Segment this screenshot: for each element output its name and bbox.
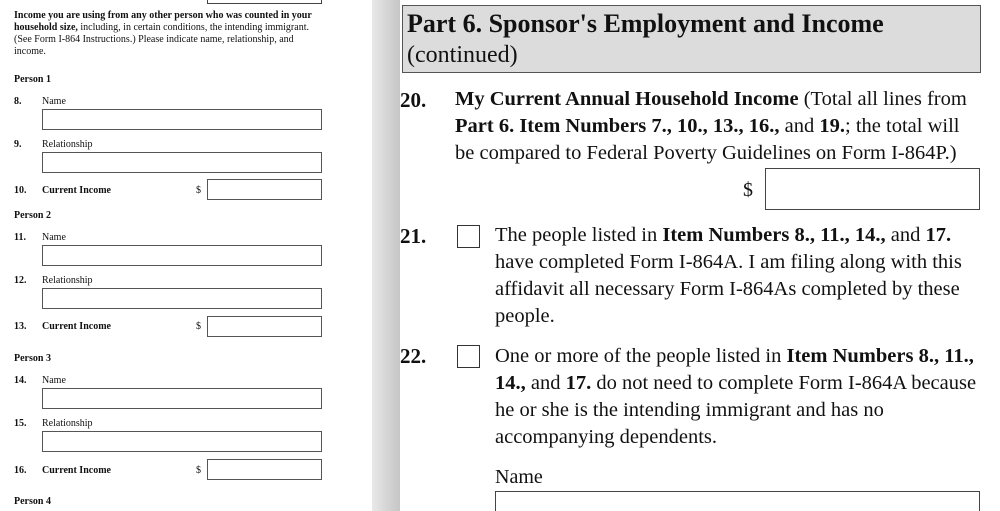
person-1-relationship-input[interactable] <box>42 152 322 173</box>
item-12-label: Relationship <box>42 275 93 286</box>
item-22-checkbox[interactable] <box>457 345 480 368</box>
item-14-label: Name <box>42 375 66 386</box>
item-21-text-2: and <box>885 224 926 246</box>
item-15-number: 15. <box>14 418 27 429</box>
part-title: Part 6. Sponsor's Employment and Income <box>407 9 884 38</box>
item-22-name-input[interactable] <box>495 491 980 511</box>
item-8-label: Name <box>42 96 66 107</box>
item-11-number: 11. <box>14 232 26 243</box>
part-subtitle: (continued) <box>407 42 518 68</box>
item-22-bold-1: Item Numbers 8., 11., 14., <box>495 345 974 394</box>
item-20-bold-2: Part 6. Item Numbers 7., 10., 13., 16., <box>455 115 780 137</box>
left-form-page <box>0 0 372 511</box>
person-3-income-input[interactable] <box>207 459 322 480</box>
item-15-label: Relationship <box>42 418 93 429</box>
previous-income-field[interactable] <box>207 0 322 4</box>
page-gutter <box>372 0 400 511</box>
item-20-text-3: ; the total will be compared to Federal Poverty Guidelines on Form I-864P.) <box>455 115 960 164</box>
item-20-text-2: and <box>779 115 820 137</box>
item-20-bold-1: My Current Annual Household Income <box>455 88 799 110</box>
person-2-name-input[interactable] <box>42 245 322 266</box>
item-20-bold-3: 19. <box>819 115 846 137</box>
item-20-text <box>455 86 980 167</box>
item-20-text-1: (Total all lines from <box>798 88 967 110</box>
person-3-header: Person 3 <box>14 353 51 364</box>
person-1-header: Person 1 <box>14 74 51 85</box>
item-13-number: 13. <box>14 321 27 332</box>
household-income-input[interactable] <box>765 168 980 210</box>
item-12-number: 12. <box>14 275 27 286</box>
item-22-text <box>495 343 980 451</box>
item-22-number: 22. <box>400 344 427 368</box>
instructions-bold-lead: Income you are using from any other person who was counted in your household size, <box>14 10 312 33</box>
item-21-text-1: The people listed in <box>495 224 663 246</box>
item-10-label: Current Income <box>42 185 111 196</box>
item-16-currency: $ <box>196 465 201 476</box>
item-8-number: 8. <box>14 96 22 107</box>
item-21-checkbox[interactable] <box>457 225 480 248</box>
item-22-text-2: and <box>525 372 566 394</box>
item-16-label: Current Income <box>42 465 111 476</box>
item-9-label: Relationship <box>42 139 93 150</box>
item-10-number: 10. <box>14 185 27 196</box>
person-4-header: Person 4 <box>14 496 51 507</box>
item-9-number: 9. <box>14 139 22 150</box>
item-22-text-1: One or more of the people listed in <box>495 345 787 367</box>
item-14-number: 14. <box>14 375 27 386</box>
person-1-income-input[interactable] <box>207 179 322 200</box>
item-21-number: 21. <box>400 224 427 248</box>
item-21-bold-1: Item Numbers 8., 11., 14., <box>662 224 886 246</box>
item-13-label: Current Income <box>42 321 111 332</box>
part-6-header <box>402 5 981 73</box>
item-11-label: Name <box>42 232 66 243</box>
right-form-page <box>400 0 1000 511</box>
item-13-currency: $ <box>196 321 201 332</box>
item-21-bold-2: 17. <box>925 224 952 246</box>
item-10-currency: $ <box>196 185 201 196</box>
person-3-name-input[interactable] <box>42 388 322 409</box>
item-22-text-3: do not need to complete Form I-864A because he or she is the intending immigrant and has no accompanying dependents. <box>495 372 977 448</box>
person-1-name-input[interactable] <box>42 109 322 130</box>
item-20-number: 20. <box>400 88 427 112</box>
item-21-text-3: have completed Form I-864A. I am filing along with this affidavit all necessary Form I-864As completed by these people. <box>495 251 962 327</box>
item-22-name-label: Name <box>495 466 543 488</box>
household-income-instructions <box>14 10 324 58</box>
instructions-rest: including, in certain conditions, the intending immigrant. (See Form I-864 Instructions.) Please indicate name, relationship, and income. <box>14 22 309 57</box>
person-3-relationship-input[interactable] <box>42 431 322 452</box>
item-22-bold-2: 17. <box>565 372 592 394</box>
item-20-currency: $ <box>743 179 753 201</box>
person-2-relationship-input[interactable] <box>42 288 322 309</box>
item-16-number: 16. <box>14 465 27 476</box>
item-21-text <box>495 222 980 330</box>
person-2-header: Person 2 <box>14 210 51 221</box>
person-2-income-input[interactable] <box>207 316 322 337</box>
